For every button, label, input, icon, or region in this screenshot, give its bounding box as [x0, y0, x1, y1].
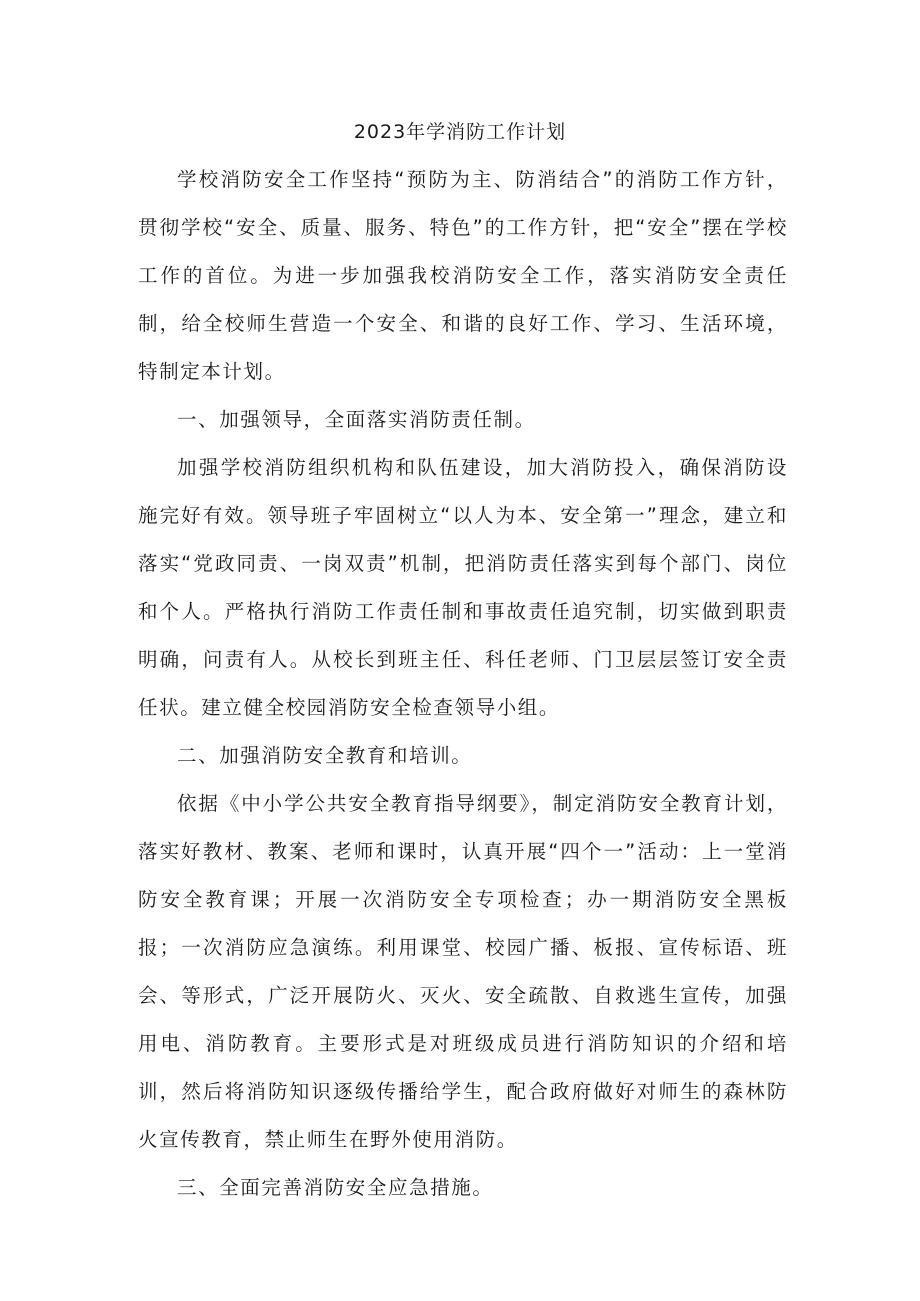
- intro-paragraph: 学校消防安全工作坚持“预防为主、防消结合”的消防工作方针，贯彻学校“安全、质量、服务、特色”的工作方针，把“安全”摆在学校工作的首位。为进一步加强我校消防安全工作，落实消防安全责任制，给全校师生营造一个安全、和谐的良好工作、学习、生活环境，特制定本计划。: [138, 168, 788, 383]
- section-2-body: 依据《中小学公共安全教育指导纲要》，制定消防安全教育计划，落实好教材、教案、老师和课时，认真开展“四个一”活动：上一堂消防安全教育课；开展一次消防安全专项检查；办一期消防安全黑板报；一次消防应急演练。利用课堂、校园广播、板报、宣传标语、班会、等形式，广泛开展防火、灭火、安全疏散、自救逃生宣传，加强用电、消防教育。主要形式是对班级成员进行消防知识的介绍和培训，然后将消防知识逐级传播给学生，配合政府做好对师生的森林防火宣传教育，禁止师生在野外使用消防。: [138, 792, 788, 1151]
- section-1-body: 加强学校消防组织机构和队伍建设，加大消防投入，确保消防设施完好有效。领导班子牢固树立“以人为本、安全第一”理念，建立和落实“党政同责、一岗双责”机制，把消防责任落实到每个部门、岗位和个人。严格执行消防工作责任制和事故责任追究制，切实做到职责明确，问责有人。从校长到班主任、科任老师、门卫层层签订安全责任状。建立健全校园消防安全检查领导小组。: [138, 456, 788, 719]
- section-1-heading: 一、加强领导，全面落实消防责任制。: [177, 408, 536, 431]
- page-title: 2023年学消防工作计划: [353, 121, 567, 143]
- section-3-heading: 三、全面完善消防安全应急措施。: [177, 1176, 494, 1199]
- section-2-heading: 二、加强消防安全教育和培训。: [177, 744, 473, 767]
- document-body: [138, 156, 788, 1212]
